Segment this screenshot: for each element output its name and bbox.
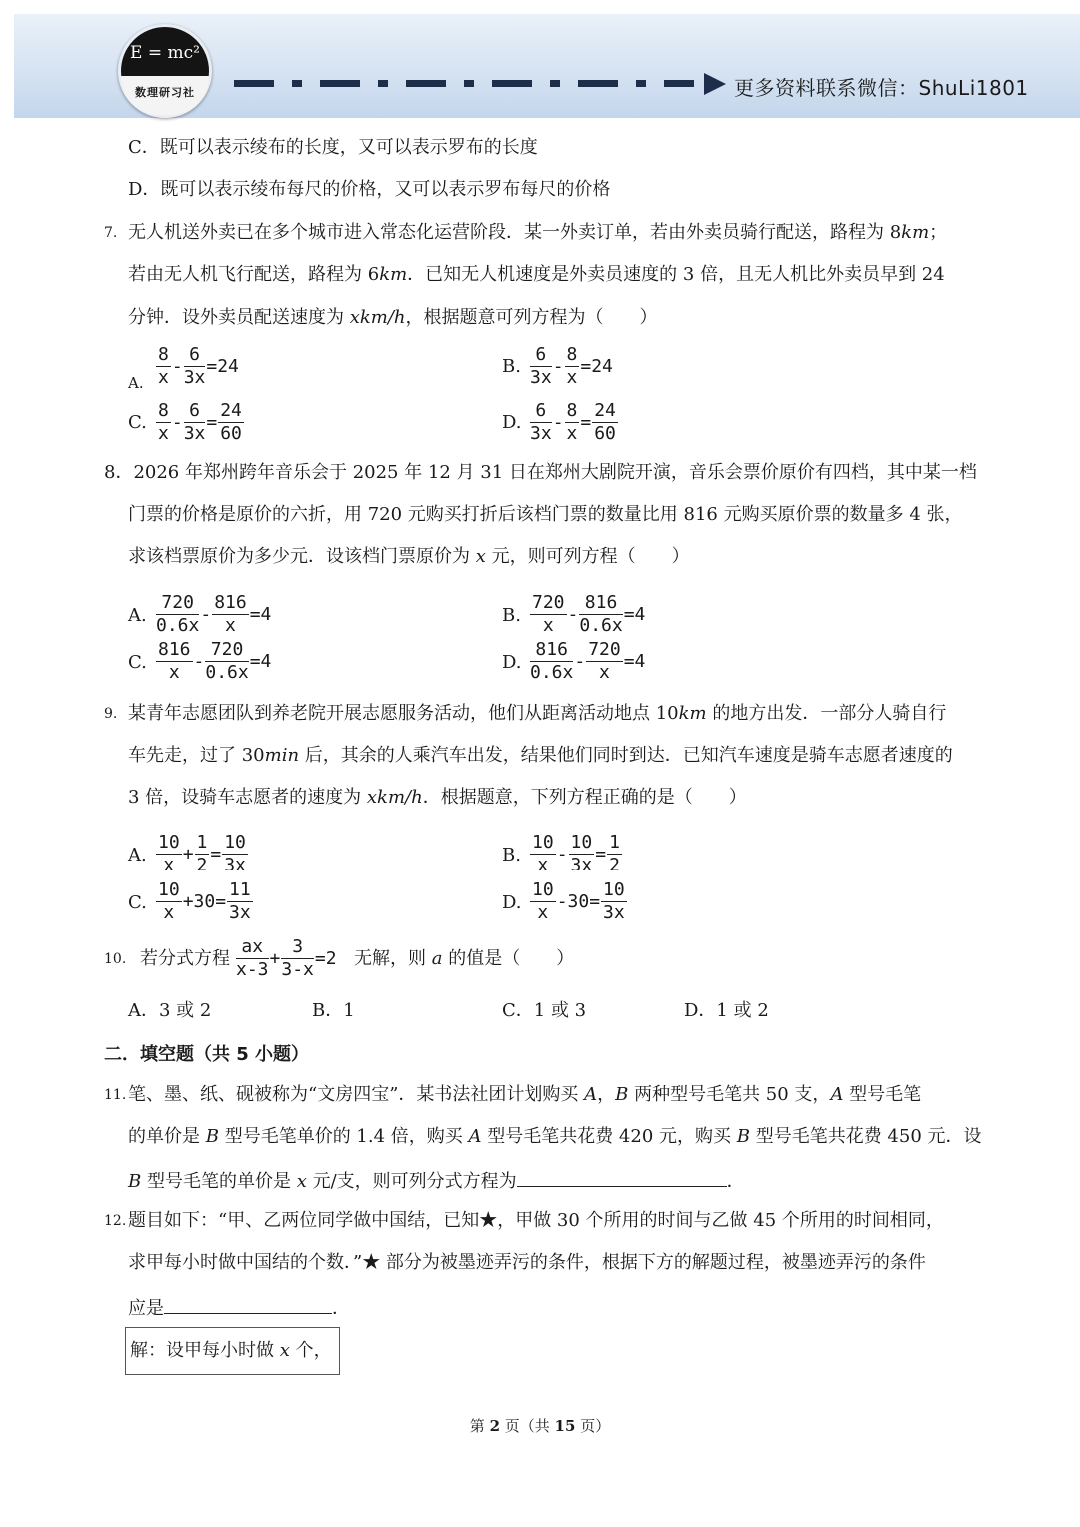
- q9-option-a-label: A.: [128, 845, 147, 866]
- q10-option-b: B．1: [312, 1000, 355, 1021]
- q10-number: 10.: [104, 951, 127, 967]
- q10-option-a: A．3 或 2: [128, 1000, 212, 1021]
- q8-line-3: 求该档票原价为多少元．设该档门票原价为 x 元，则可列方程（ ）: [128, 546, 690, 567]
- q9-line-1: 某青年志愿团队到养老院开展志愿服务活动，他们从距离活动地点 10km 的地方出发．一部分人骑自行: [128, 703, 947, 724]
- q8-option-a-label: A.: [128, 605, 147, 626]
- q12-line-1: 题目如下：“甲、乙两位同学做中国结，已知★，甲做 30 个所用的时间与乙做 45 个所用的时间相同，: [128, 1210, 944, 1231]
- q12-solution-text: 解：设甲每小时做 x 个，: [130, 1340, 332, 1361]
- q7-option-c-label: C.: [128, 412, 147, 433]
- q9-option-c-label: C.: [128, 892, 147, 913]
- q7-option-d-formula: $\frac{6}{3x}$ - $\frac{8}{x}$ = $\frac{24}{60}$: [530, 400, 616, 444]
- q11-line-2: 的单价是 B 型号毛笔单价的 1.4 倍，购买 A 型号毛笔共花费 420 元，购买 B 型号毛笔共花费 450 元．设: [128, 1126, 982, 1147]
- q8-line-2: 门票的价格是原价的六折，用 720 元购买打折后该档门票的数量比用 816 元购买原价票的数量多 4 张，: [128, 504, 963, 525]
- q8-option-b-formula: $\frac{720}{x}$ - $\frac{816}{0.6x}$ =4: [532, 592, 646, 632]
- q9-line-2: 车先走，过了 30min 后，其余的人乘汽车出发，结果他们同时到达．已知汽车速度是骑车志愿者速度的: [128, 745, 953, 766]
- logo: [118, 24, 212, 118]
- header-dash-line: [234, 80, 694, 88]
- q11-number: 11.: [104, 1087, 127, 1103]
- q8-option-d-formula: $\frac{816}{0.6x}$ - $\frac{720}{x}$ =4: [530, 639, 646, 683]
- logo-name: 数理研习社: [121, 76, 209, 115]
- page-footer: 第 2 页（共 15 页）: [469, 1417, 611, 1435]
- q12-line-3: 应是 ．: [128, 1294, 350, 1321]
- q11-line-1: 笔、墨、纸、砚被称为“文房四宝”．某书法社团计划购买 A，B 两种型号毛笔共 50 支，A 型号毛笔: [128, 1084, 922, 1105]
- arrow-right-icon: [704, 73, 726, 95]
- q8-option-a-formula: $\frac{720}{0.6x}$ - $\frac{816}{x}$ =4: [156, 592, 272, 632]
- q9-option-d-formula: $\frac{10}{x}$ -30= $\frac{10}{3x}$: [532, 879, 625, 923]
- q11-line-3: B 型号毛笔的单价是 x 元/支，则可列分式方程为 ．: [128, 1167, 745, 1194]
- q10-option-d: D．1 或 2: [684, 1000, 769, 1021]
- q8-option-c-formula: $\frac{816}{x}$ - $\frac{720}{0.6x}$ =4: [158, 639, 272, 683]
- q6-option-d: D．既可以表示绫布每尺的价格，又可以表示罗布每尺的价格: [128, 179, 611, 200]
- q12-line-2: 求甲每小时做中国结的个数．”★ 部分为被墨迹弄污的条件，根据下方的解题过程，被墨迹弄污的条件: [128, 1252, 926, 1273]
- q7-option-d-label: D.: [502, 412, 522, 433]
- q7-option-b-label: B.: [502, 356, 521, 377]
- logo-formula: E = mc²: [130, 43, 200, 63]
- q7-number: 7.: [104, 225, 118, 241]
- q7-line-3: 分钟．设外卖员配送速度为 xkm/h，根据题意可列方程为（ ）: [128, 307, 658, 328]
- q8-line-1: 8．2026 年郑州跨年音乐会于 2025 年 12 月 31 日在郑州大剧院开演，音乐会票价原价有四档，其中某一档: [104, 462, 977, 483]
- q9-option-d-label: D.: [502, 892, 522, 913]
- header-contact: 更多资料联系微信：ShuLi1801: [734, 76, 1029, 100]
- q7-option-c-formula: $\frac{8}{x}$ - $\frac{6}{3x}$ = $\frac{24}{60}$: [158, 400, 242, 444]
- page-header: [14, 14, 1080, 118]
- q10-suffix: 无解，则 a 的值是（ ）: [354, 948, 575, 969]
- q10-prefix: 若分式方程: [140, 948, 230, 969]
- q9-option-c-formula: $\frac{10}{x}$ +30= $\frac{11}{3x}$: [158, 879, 251, 923]
- q10-equation: $\frac{ax}{x-3}$ + $\frac{3}{3-x}$ =2: [236, 936, 337, 980]
- q10-option-c: C．1 或 3: [502, 1000, 587, 1021]
- section-title-fill-in: 二．填空题（共 5 小题）: [104, 1044, 310, 1065]
- q8-option-c-label: C.: [128, 652, 147, 673]
- q9-option-a-formula: $\frac{10}{x}$ + $\frac{1}{2}$ = $\frac{10}{3x}$: [158, 832, 246, 870]
- q7-option-b-formula: $\frac{6}{3x}$ - $\frac{8}{x}$ =24: [530, 344, 613, 388]
- q6-option-c: C．既可以表示绫布的长度，又可以表示罗布的长度: [128, 137, 538, 158]
- q7-option-a-formula: $\frac{8}{x}$ - $\frac{6}{3x}$ =24: [158, 344, 239, 388]
- q12-answer-blank[interactable]: [164, 1294, 332, 1314]
- q8-option-d-label: D.: [502, 652, 522, 673]
- q7-option-a-label: A.: [128, 374, 144, 392]
- q7-line-2: 若由无人机飞行配送，路程为 6km．已知无人机速度是外卖员速度的 3 倍，且无人机比外卖员早到 24: [128, 264, 945, 285]
- q12-number: 12.: [104, 1213, 127, 1229]
- q7-line-1: 无人机送外卖已在多个城市进入常态化运营阶段．某一外卖订单，若由外卖员骑行配送，路程为 8km；: [128, 222, 948, 243]
- q8-option-b-label: B.: [502, 605, 521, 626]
- q9-number: 9.: [104, 706, 118, 722]
- q11-answer-blank[interactable]: [517, 1167, 727, 1187]
- q9-option-b-label: B.: [502, 845, 521, 866]
- q9-option-b-formula: $\frac{10}{x}$ - $\frac{10}{3x}$ = $\frac{1}{2}$: [532, 832, 620, 870]
- q9-line-3: 3 倍，设骑车志愿者的速度为 xkm/h．根据题意，下列方程正确的是（ ）: [128, 787, 747, 808]
